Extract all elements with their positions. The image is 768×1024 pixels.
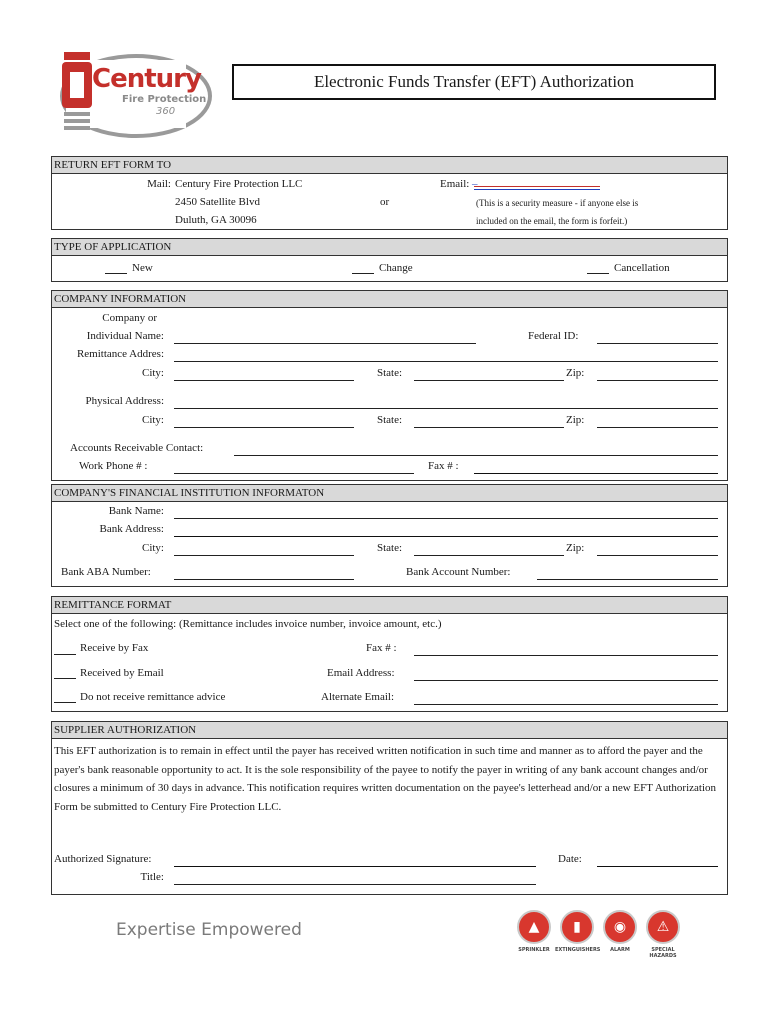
physical-state-field[interactable] <box>414 427 564 428</box>
bank-zip-label: Zip: <box>566 542 585 554</box>
logo-subtitle: Fire Protection <box>122 94 207 105</box>
mail-label: Mail: <box>147 178 171 190</box>
cancellation-option: Cancellation <box>614 262 670 274</box>
physical-zip-label: Zip: <box>566 414 585 426</box>
application-section <box>51 238 728 282</box>
security-note-2: included on the email, the form is forfeit.) <box>476 216 628 226</box>
application-heading: TYPE OF APPLICATION <box>52 239 727 256</box>
bank-state-label: State: <box>377 542 403 554</box>
email-label: Email: <box>440 178 470 190</box>
remit-email-field[interactable] <box>414 680 718 681</box>
aba-field[interactable] <box>174 579 354 580</box>
return-email[interactable]: – <box>472 178 478 190</box>
date-label: Date: <box>558 853 582 865</box>
city-label: City: <box>141 367 164 379</box>
fax-field[interactable] <box>474 473 718 474</box>
bank-city-label: City: <box>141 542 164 554</box>
federal-id-label: Federal ID: <box>528 330 579 342</box>
change-checkbox[interactable] <box>352 273 374 274</box>
bank-state-field[interactable] <box>414 555 564 556</box>
state-label: State: <box>377 367 403 379</box>
hazard-icon: ⚠ <box>646 910 680 944</box>
physical-address-label: Physical Address: <box>85 395 164 407</box>
signature-field[interactable] <box>174 866 536 867</box>
remittance-heading: REMITTANCE FORMAT <box>52 597 727 614</box>
badge-label: SPECIAL HAZARDS <box>649 947 677 959</box>
return-company: Century Fire Protection LLC <box>175 178 303 190</box>
physical-city-field[interactable] <box>174 427 354 428</box>
supplier-heading: SUPPLIER AUTHORIZATION <box>52 722 727 739</box>
fax-option: Receive by Fax <box>80 642 149 654</box>
date-field[interactable] <box>597 866 718 867</box>
company-heading: COMPANY INFORMATION <box>52 291 727 308</box>
badge-label: EXTINGUISHERS <box>555 947 601 953</box>
security-note-1: (This is a security measure - if anyone else is <box>476 198 639 208</box>
federal-id-field[interactable] <box>597 343 718 344</box>
account-label: Bank Account Number: <box>406 566 511 578</box>
company-name-label-2: Individual Name: <box>86 330 164 342</box>
remittance-section <box>51 596 728 712</box>
signature-label: Authorized Signature: <box>54 853 152 865</box>
ar-contact-label: Accounts Receivable Contact: <box>70 442 204 454</box>
company-name-field[interactable] <box>174 343 476 344</box>
physical-address-field[interactable] <box>174 408 718 409</box>
remit-fax-field[interactable] <box>414 655 718 656</box>
tagline: Expertise Empowered <box>116 920 302 940</box>
no-remittance-checkbox[interactable] <box>54 702 76 703</box>
physical-zip-field[interactable] <box>597 427 718 428</box>
hazard-badge <box>641 910 685 959</box>
authorization-text: This EFT authorization is to remain in effect until the payer has received written notification in such time and manner as to afford the payer and the payer's bank reasonable opportunity to act. It is the sole responsibility of the payee to notify the payer in writing of any bank account changes and/or closures a minimum of 30 days in advance. This notification requires written documentation on the payee's letterhead and/or a new EFT Authorization Form be submitted to Century Fire Protection LLC. <box>54 745 717 813</box>
work-phone-field[interactable] <box>174 473 414 474</box>
aba-label: Bank ABA Number: <box>61 566 151 578</box>
remittance-address-label: Remittance Addres: <box>76 348 164 360</box>
remit-email-label: Email Address: <box>327 667 395 679</box>
fax-label: Fax # : <box>428 460 459 472</box>
ar-contact-field[interactable] <box>234 455 718 456</box>
extinguisher-badge <box>555 910 599 953</box>
form-title: Electronic Funds Transfer (EFT) Authorization <box>232 64 716 100</box>
work-phone-label: Work Phone # : <box>79 460 148 472</box>
alarm-icon: ◉ <box>603 910 637 944</box>
fax-checkbox[interactable] <box>54 654 76 655</box>
account-field[interactable] <box>537 579 718 580</box>
physical-state-label: State: <box>377 414 403 426</box>
bank-address-field[interactable] <box>174 536 718 537</box>
alarm-badge <box>598 910 642 953</box>
sprinkler-badge <box>512 910 556 953</box>
email-option: Received by Email <box>80 667 164 679</box>
return-heading: RETURN EFT FORM TO <box>52 157 727 174</box>
supplier-section <box>51 721 728 895</box>
remit-fax-label: Fax # : <box>366 642 397 654</box>
badge-label: SPRINKLER <box>518 947 550 953</box>
zip-field[interactable] <box>597 380 718 381</box>
remittance-instruction: Select one of the following: (Remittance includes invoice number, invoice amount, etc.) <box>54 618 442 630</box>
no-remittance-option: Do not receive remittance advice <box>80 691 226 703</box>
return-address-1: 2450 Satellite Blvd <box>175 196 260 208</box>
bank-address-label: Bank Address: <box>99 523 164 535</box>
title-label: Title: <box>140 871 164 883</box>
bank-name-field[interactable] <box>174 518 718 519</box>
company-section <box>51 290 728 481</box>
email-checkbox[interactable] <box>54 678 76 679</box>
return-section <box>51 156 728 230</box>
cancellation-checkbox[interactable] <box>587 273 609 274</box>
title-field[interactable] <box>174 884 536 885</box>
sprinkler-icon: ▲ <box>517 910 551 944</box>
logo-brand: Century <box>92 64 201 94</box>
logo-mark: 360 <box>156 106 176 117</box>
bank-heading: COMPANY'S FINANCIAL INSTITUTION INFORMATON <box>52 485 727 502</box>
company-name-label-1: Company or <box>102 312 157 324</box>
extinguisher-icon: ▮ <box>560 910 594 944</box>
bank-zip-field[interactable] <box>597 555 718 556</box>
bank-name-label: Bank Name: <box>108 505 164 517</box>
new-option: New <box>132 262 153 274</box>
remittance-address-field[interactable] <box>174 361 718 362</box>
return-address-2: Duluth, GA 30096 <box>175 214 257 226</box>
change-option: Change <box>379 262 413 274</box>
company-logo <box>56 50 214 140</box>
or-text: or <box>380 196 390 208</box>
zip-label: Zip: <box>566 367 585 379</box>
physical-city-label: City: <box>141 414 164 426</box>
new-checkbox[interactable] <box>105 273 127 274</box>
bank-city-field[interactable] <box>174 555 354 556</box>
bank-section <box>51 484 728 587</box>
city-field[interactable] <box>174 380 354 381</box>
badge-label: ALARM <box>610 947 630 953</box>
state-field[interactable] <box>414 380 564 381</box>
alternate-email-label: Alternate Email: <box>321 691 394 703</box>
alternate-email-field[interactable] <box>414 704 718 705</box>
